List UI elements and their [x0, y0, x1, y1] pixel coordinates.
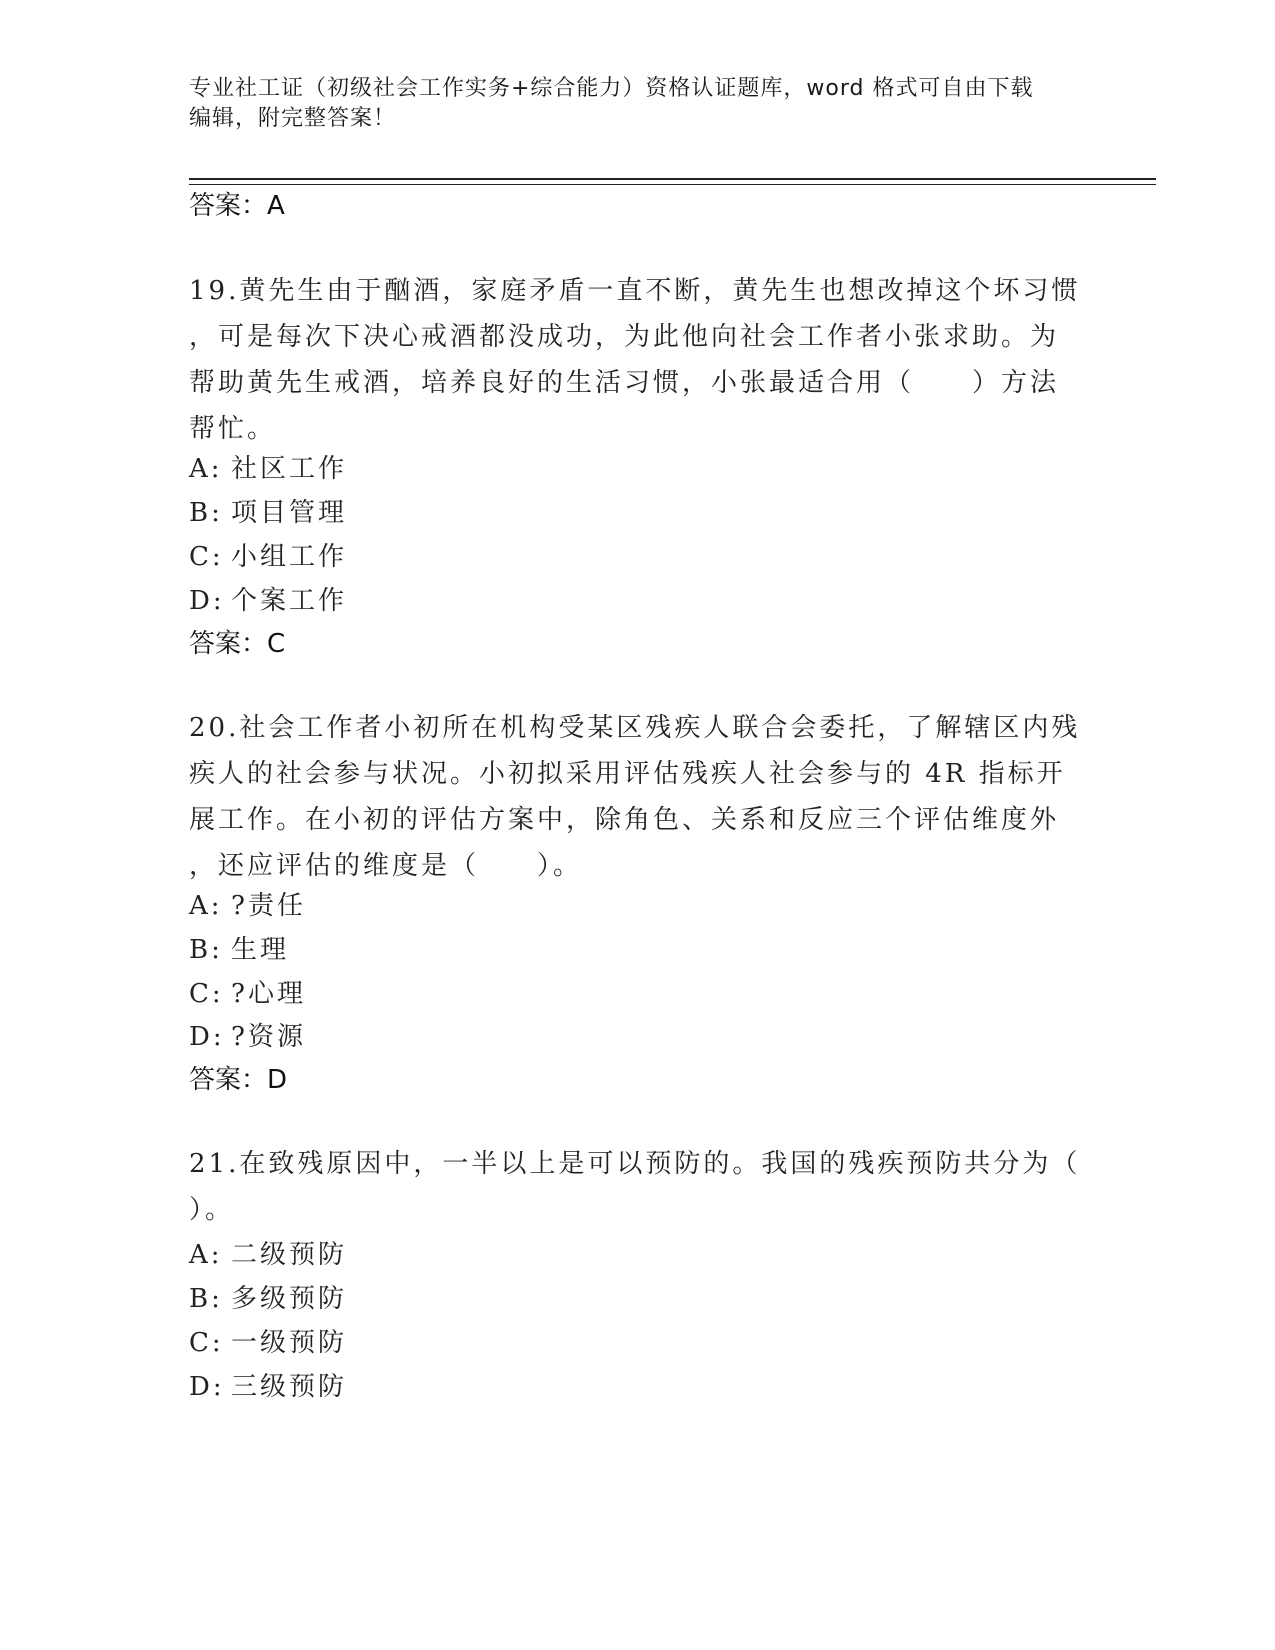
option-letter: D:: [189, 1022, 225, 1052]
header-line-1: 专业社工证（初级社会工作实务+综合能力）资格认证题库，word 格式可自由下载: [189, 76, 1034, 101]
question-19-option-a: [189, 453, 347, 485]
question-19-option-d: [189, 585, 347, 617]
question-20-answer: 答案：D: [189, 1065, 288, 1095]
question-20-line-4: ，还应评估的维度是（ ）。: [189, 851, 583, 881]
question-20-stem: [189, 705, 1089, 889]
question-20-option-c: [189, 978, 306, 1010]
option-letter: B:: [189, 935, 223, 965]
question-21-line-2: ）。: [189, 1195, 235, 1225]
question-19-stem: [189, 268, 1089, 452]
question-19-line-4: 帮忙。: [189, 414, 277, 444]
question-19-line-2: ，可是每次下决心戒酒都没成功，为此他向社会工作者小张求助。为: [189, 322, 1060, 352]
option-letter: A:: [189, 1240, 223, 1270]
option-letter: A:: [189, 891, 223, 921]
header-line-2: 编辑，附完整答案！: [189, 106, 397, 131]
question-20-option-d: [189, 1021, 306, 1053]
document-header: [189, 74, 1089, 134]
option-text: 一级预防: [231, 1328, 348, 1358]
question-20-option-b: [189, 934, 289, 966]
option-letter: A:: [189, 454, 223, 484]
option-text: 小组工作: [231, 542, 348, 572]
question-20-line-2: 疾人的社会参与状况。小初拟采用评估残疾人社会参与的 4R 指标开: [189, 759, 1066, 789]
question-20-line-1: 20.社会工作者小初所在机构受某区残疾人联合会委托，了解辖区内残: [189, 713, 1081, 743]
option-text: 三级预防: [231, 1372, 348, 1402]
option-letter: C:: [189, 979, 224, 1009]
option-text: 个案工作: [231, 586, 348, 616]
option-letter: D:: [189, 586, 225, 616]
question-21-line-1: 21.在致残原因中，一半以上是可以预防的。我国的残疾预防共分为（: [189, 1149, 1081, 1179]
question-21-option-c: [189, 1327, 347, 1359]
option-text: ?责任: [231, 891, 306, 921]
question-21-stem: [189, 1141, 1089, 1233]
header-divider-thin: [189, 184, 1156, 185]
question-20-line-3: 展工作。在小初的评估方案中，除角色、关系和反应三个评估维度外: [189, 805, 1060, 835]
question-21-option-d: [189, 1371, 347, 1403]
option-text: 生理: [231, 935, 290, 965]
option-letter: B:: [189, 498, 223, 528]
option-letter: D:: [189, 1372, 225, 1402]
option-text: ?资源: [231, 1022, 306, 1052]
option-letter: C:: [189, 1328, 224, 1358]
question-19-answer: 答案：C: [189, 629, 286, 659]
answer-previous: 答案：A: [189, 191, 285, 221]
option-letter: B:: [189, 1284, 223, 1314]
question-21-option-a: [189, 1239, 347, 1271]
question-19-line-1: 19.黄先生由于酗酒，家庭矛盾一直不断，黄先生也想改掉这个坏习惯: [189, 276, 1081, 306]
option-text: ?心理: [231, 979, 306, 1009]
option-text: 多级预防: [231, 1284, 348, 1314]
question-19-option-c: [189, 541, 347, 573]
header-divider-thick: [189, 178, 1156, 180]
question-21-option-b: [189, 1283, 347, 1315]
option-text: 项目管理: [231, 498, 348, 528]
question-20-option-a: [189, 890, 306, 922]
question-19-option-b: [189, 497, 347, 529]
question-19-line-3: 帮助黄先生戒酒，培养良好的生活习惯，小张最适合用（ ）方法: [189, 368, 1060, 398]
option-letter: C:: [189, 542, 224, 572]
option-text: 社区工作: [231, 454, 348, 484]
option-text: 二级预防: [231, 1240, 348, 1270]
